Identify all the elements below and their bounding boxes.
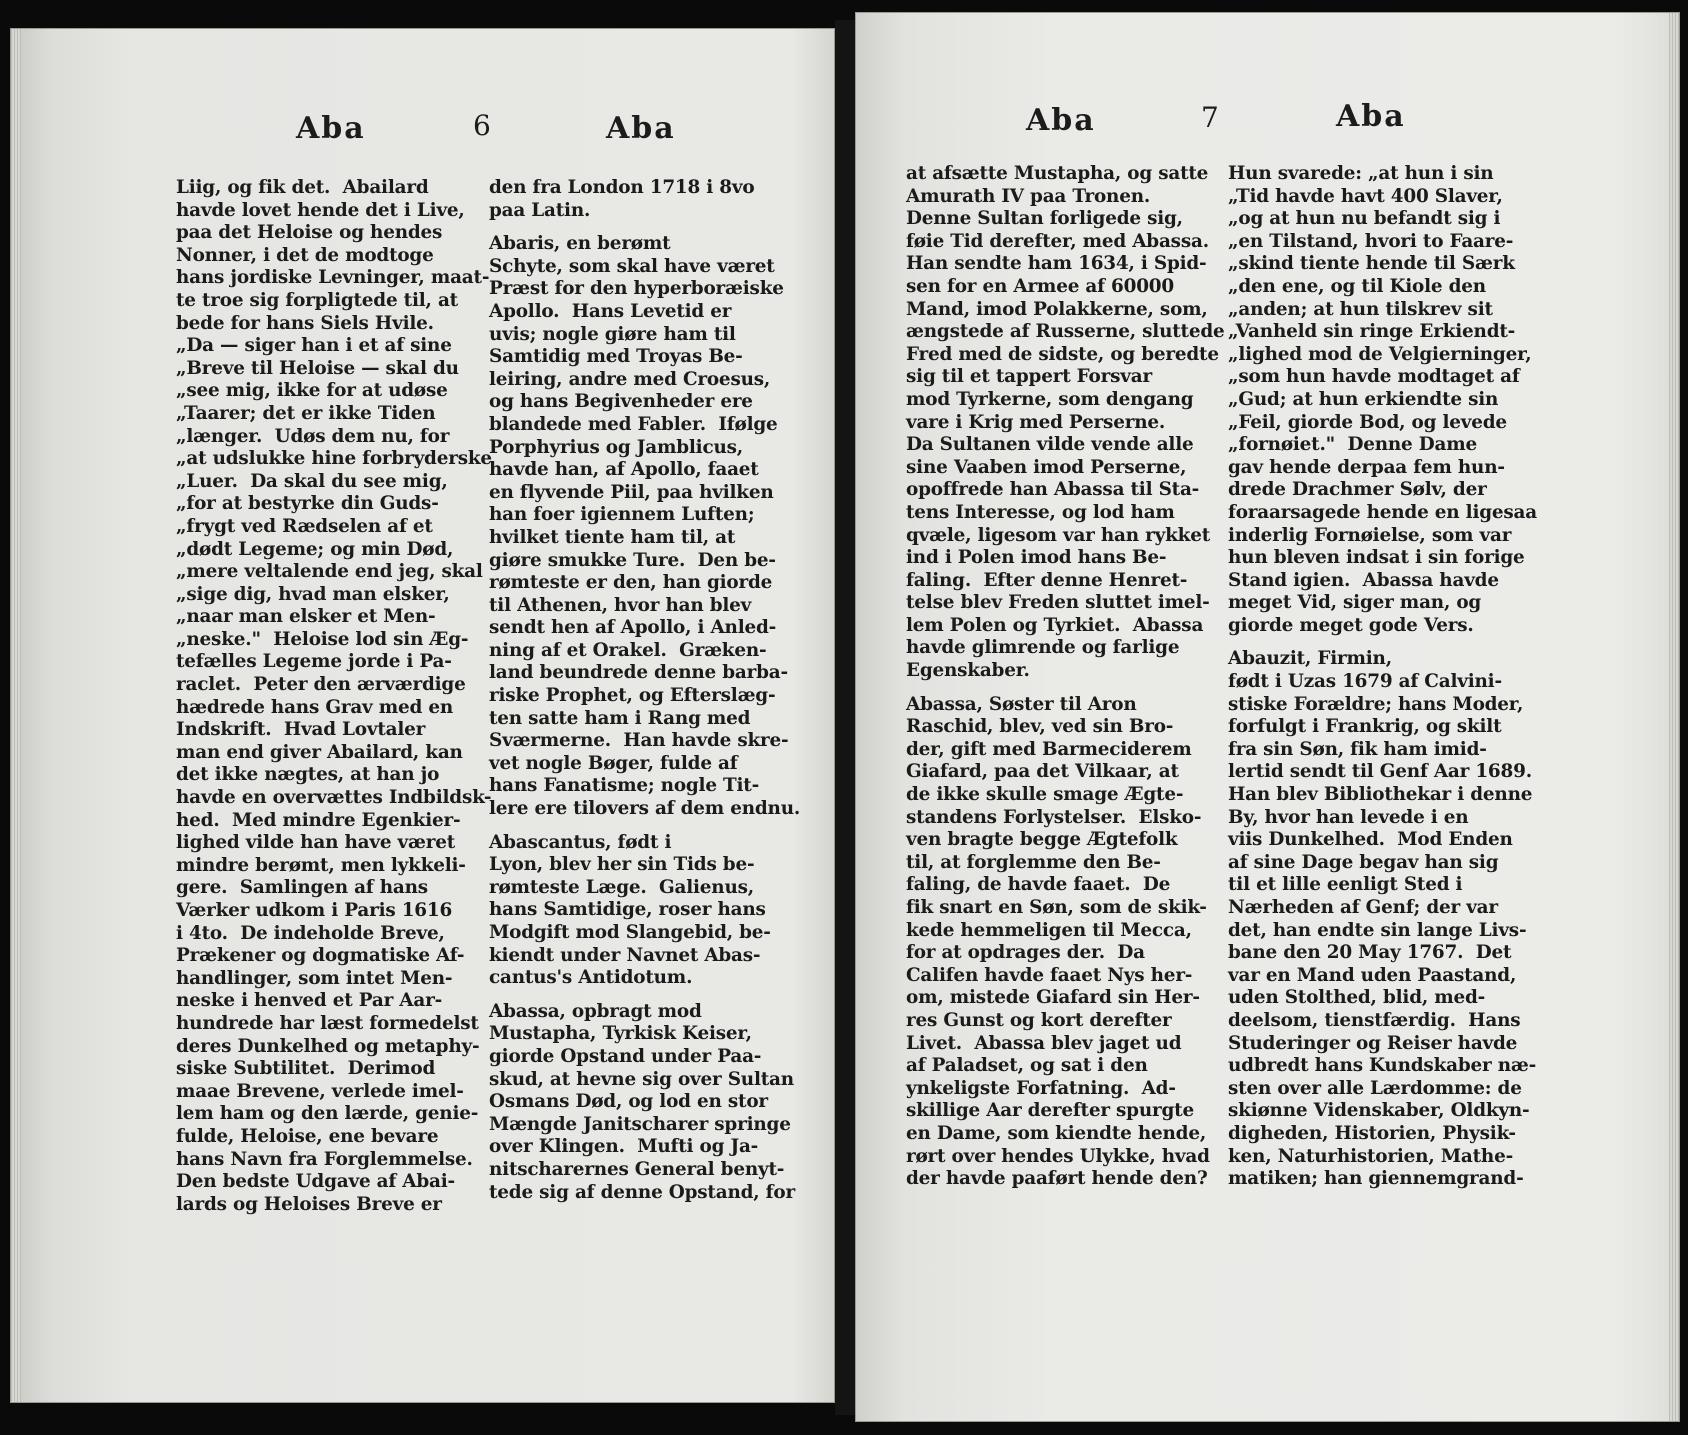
text-line: leiring, andre med Croesus,	[489, 368, 771, 390]
text-line: Præst for den hyperboræiske	[489, 278, 784, 300]
text-line: og hans Begivenheder ere	[489, 391, 753, 413]
text-line: Schyte, som skal have været	[489, 255, 775, 277]
text-line: at afsætte Mustapha, og satte	[906, 163, 1209, 184]
text-line	[1228, 637, 1537, 648]
text-line: hvilket tiente ham til, at	[489, 526, 736, 548]
right-page-column-2	[1228, 163, 1537, 1191]
text-line: deres Dunkelhed og metaphy-	[176, 1035, 480, 1057]
text-line: Fred med de sidste, og beredte	[906, 343, 1219, 365]
text-line: nitscharernes General benyt-	[489, 1158, 785, 1180]
text-line: res Gunst og kort derefter	[906, 1009, 1172, 1031]
text-line: Abassa, Søster til Aron	[906, 693, 1137, 715]
left-page-edge	[11, 29, 21, 1402]
text-line: skiønne Videnskaber, Oldkyn-	[1228, 1100, 1530, 1122]
text-line: Prækener og dogmatiske Af-	[176, 945, 465, 967]
text-line: Liig, og fik det. Abailard	[176, 177, 429, 198]
text-line: „lighed mod de Velgierninger,	[1228, 343, 1532, 365]
text-line: udbredt hans Kundskaber næ-	[1228, 1055, 1537, 1077]
left-page	[10, 28, 835, 1403]
text-line: Abaris, en berømt	[489, 233, 671, 255]
text-line: de ikke skulle smage Ægte-	[906, 784, 1184, 806]
text-line: til Athenen, hvor han blev	[489, 594, 752, 616]
text-line: Livet. Abassa blev jaget ud	[906, 1032, 1182, 1054]
right-page-edge	[1669, 13, 1679, 1421]
text-line: Abassa, opbragt mod	[489, 1000, 702, 1022]
text-line: gere. Samlingen af hans	[176, 877, 428, 899]
text-line: havde en overvættes Indbildsk-	[176, 787, 492, 809]
text-line: over Klingen. Mufti og Ja-	[489, 1136, 759, 1158]
text-line: Sværmerne. Han havde skre-	[489, 730, 789, 752]
text-line: rømteste Læge. Galienus,	[489, 876, 754, 898]
text-line: sine Vaaben imod Perserne,	[906, 456, 1187, 478]
text-line: „naar man elsker et Men-	[176, 606, 436, 628]
text-line: „see mig, ikke for at udøse	[176, 380, 448, 402]
text-line: „at udslukke hine forbryderske	[176, 448, 492, 470]
text-line: blandede med Fabler. Ifølge	[489, 413, 778, 435]
text-line: ning af et Orakel. Græken-	[489, 639, 767, 661]
text-line: Apollo. Hans Levetid er	[489, 300, 732, 322]
text-line: Porphyrius og Jamblicus,	[489, 436, 743, 458]
text-line: mindre berømt, men lykkeli-	[176, 854, 466, 876]
text-line: forfulgt i Frankrig, og skilt	[1228, 716, 1502, 738]
text-line: Abauzit, Firmin,	[1228, 648, 1392, 670]
left-header-right: Aba	[606, 111, 676, 146]
text-line: for at opdrages der. Da	[906, 942, 1145, 964]
text-line: handlinger, som intet Men-	[176, 967, 453, 989]
text-line: „den ene, og til Kiole den	[1228, 275, 1486, 297]
text-line: „for at bestyrke din Guds-	[176, 493, 439, 515]
text-line: havde glimrende og farlige	[906, 637, 1180, 659]
text-line: „frygt ved Rædselen af et	[176, 515, 433, 537]
text-line: digheden, Historien, Physik-	[1228, 1122, 1516, 1144]
text-line: til, at forglemme den Be-	[906, 851, 1161, 873]
text-line	[489, 222, 800, 233]
text-line: „dødt Legeme; og min Død,	[176, 538, 454, 560]
text-line: man end giver Abailard, kan	[176, 741, 463, 763]
text-line: Lyon, blev her sin Tids be-	[489, 854, 755, 876]
text-line: „og at hun nu befandt sig i	[1228, 208, 1501, 230]
text-line: det, han endte sin lange Livs-	[1228, 919, 1527, 941]
text-line: fra sin Søn, fik ham imid-	[1228, 738, 1487, 760]
text-line: fulde, Heloise, ene bevare	[176, 1125, 439, 1147]
right-page	[855, 12, 1680, 1422]
text-line: Den bedste Udgave af Abai-	[176, 1171, 455, 1193]
text-line: af sine Dage begav han sig	[1228, 851, 1499, 873]
text-line: det ikke nægtes, at han jo	[176, 764, 440, 786]
text-line: inderlig Fornøielse, som var	[1228, 524, 1512, 546]
text-line: te troe sig forpligtede til, at	[176, 289, 458, 311]
text-line: havde lovet hende det i Live,	[176, 199, 465, 221]
right-header-right: Aba	[1336, 99, 1406, 134]
text-line: „fornøiet." Denne Dame	[1228, 434, 1477, 456]
left-page-column-1	[176, 177, 492, 1216]
text-line: fik snart en Søn, som de skik-	[906, 897, 1207, 918]
text-line: hans jordiske Levninger, maat-	[176, 267, 490, 289]
text-line: Samtidig med Troyas Be-	[489, 346, 743, 368]
text-line: meget Vid, siger man, og	[1228, 592, 1482, 614]
text-line: lere ere tilovers af dem endnu.	[489, 798, 801, 820]
text-line: opoffrede han Abassa til Sta-	[906, 479, 1200, 501]
left-page-number: 6	[473, 109, 491, 142]
text-line: faling, de havde faaet. De	[906, 874, 1171, 896]
text-line: føie Tid derefter, med Abassa.	[906, 230, 1209, 252]
text-line: Raschid, blev, ved sin Bro-	[906, 716, 1174, 738]
text-line: ind i Polen imod hans Be-	[906, 547, 1167, 569]
text-line: født i Uzas 1679 af Calvini-	[1228, 671, 1502, 693]
text-line	[489, 990, 800, 1001]
text-line: ten satte ham i Rang med	[489, 707, 751, 729]
right-page-number: 7	[1201, 101, 1219, 134]
text-line: hed. Med mindre Egenkier-	[176, 809, 461, 831]
text-line: lertid sendt til Genf Aar 1689.	[1228, 761, 1532, 783]
left-page-column-2	[489, 177, 800, 1204]
text-line: telse blev Freden sluttet imel-	[906, 592, 1210, 614]
text-line: qvæle, ligesom var han rykket	[906, 524, 1210, 546]
text-line: „Da — siger han i et af sine	[176, 335, 452, 357]
text-line: tens Interesse, og lod ham	[906, 501, 1175, 523]
text-line: paa det Heloise og hendes	[176, 222, 443, 244]
text-line: lem Polen og Tyrkiet. Abassa	[906, 614, 1204, 636]
text-line: Califen havde faaet Nys her-	[906, 964, 1193, 986]
text-line: hans Navn fra Forglemmelse.	[176, 1148, 473, 1170]
text-line: gav hende derpaa fem hun-	[1228, 456, 1505, 478]
text-line: Nonner, i det de modtoge	[176, 244, 434, 266]
text-line: rørt over hendes Ulykke, hvad	[906, 1145, 1210, 1167]
text-line: giorde meget gode Vers.	[1228, 614, 1474, 636]
text-line: Modgift mod Slangebid, be-	[489, 922, 771, 943]
text-line: matiken; han giennemgrand-	[1228, 1168, 1524, 1190]
text-line: hundrede har læst formedelst	[176, 1012, 479, 1034]
text-line: en Dame, som kiendte hende,	[906, 1122, 1207, 1144]
text-line: „Vanheld sin ringe Erkiendt-	[1228, 321, 1516, 343]
text-line: sen for en Armee af 60000	[906, 275, 1175, 297]
text-line: af Paladset, og sat i den	[906, 1055, 1148, 1077]
text-line: Værker udkom i Paris 1616	[176, 900, 453, 921]
text-line: „skind tiente hende til Særk	[1228, 253, 1515, 275]
text-line: ynkeligste Forfatning. Ad-	[906, 1077, 1176, 1099]
text-line: „Feil, giorde Bod, og levede	[1228, 411, 1507, 433]
text-line: kede hemmeligen til Mecca,	[906, 919, 1192, 941]
text-line: Han blev Bibliothekar i denne	[1228, 784, 1533, 806]
text-line: hædrede hans Grav med en	[176, 696, 454, 718]
text-line	[489, 821, 800, 832]
text-line: i 4to. De indeholde Breve,	[176, 922, 445, 944]
text-line: giøre smukke Ture. Den be-	[489, 549, 776, 571]
text-line: Da Sultanen vilde vende alle	[906, 434, 1194, 456]
text-line: ken, Naturhistorien, Mathe-	[1228, 1145, 1513, 1167]
text-line: kiendt under Navnet Abas-	[489, 944, 761, 966]
text-line: tefælles Legeme jorde i Pa-	[176, 651, 452, 673]
text-line: deelsom, tienstfærdig. Hans	[1228, 1009, 1521, 1031]
text-line: standens Forlystelser. Elsko-	[906, 806, 1202, 828]
text-line: bane den 20 May 1767. Det	[1228, 942, 1512, 964]
text-line: vet nogle Bøger, fulde af	[489, 752, 738, 774]
text-line: ængstede af Russerne, sluttede	[906, 321, 1225, 343]
text-line: sig til et tappert Forsvar	[906, 366, 1152, 388]
text-line: den fra London 1718 i 8vo	[489, 177, 755, 198]
text-line: Hun svarede: „at hun i sin	[1228, 163, 1494, 184]
text-line: Han sendte ham 1634, i Spid-	[906, 253, 1207, 275]
text-line: paa Latin.	[489, 199, 591, 221]
text-line: Giafard, paa det Vilkaar, at	[906, 761, 1179, 783]
text-line: raclet. Peter den ærværdige	[176, 674, 466, 696]
text-line: Denne Sultan forligede sig,	[906, 208, 1183, 230]
text-line: foraarsagede hende en ligesaa	[1228, 501, 1537, 523]
text-line: Nærheden af Genf; der var	[1228, 897, 1498, 918]
text-line: „længer. Udøs dem nu, for	[176, 425, 450, 447]
binding-gutter	[835, 20, 855, 1415]
text-line: var en Mand uden Paastand,	[1228, 964, 1517, 986]
text-line: „Taarer; det er ikke Tiden	[176, 402, 436, 424]
text-line: uden Stolthed, blid, med-	[1228, 987, 1486, 1009]
text-line: „Gud; at hun erkiendte sin	[1228, 388, 1499, 410]
text-line: hans Fanatisme; nogle Tit-	[489, 775, 760, 797]
text-line: By, hvor han levede i en	[1228, 806, 1469, 828]
text-line: neske i henved et Par Aar-	[176, 990, 442, 1012]
text-line: „sige dig, hvad man elsker,	[176, 583, 450, 605]
text-line: sendt hen af Apollo, i Anled-	[489, 617, 777, 639]
text-line: lards og Heloises Breve er	[176, 1193, 442, 1215]
text-line: skud, at hevne sig over Sultan	[489, 1068, 794, 1090]
text-line: bede for hans Siels Hvile.	[176, 312, 434, 334]
text-line: der havde paaført hende den?	[906, 1168, 1208, 1190]
text-line: lem ham og den lærde, genie-	[176, 1103, 479, 1125]
text-line: der, gift med Barmeciderem	[906, 738, 1192, 760]
text-line: Mustapha, Tyrkisk Keiser,	[489, 1023, 752, 1045]
text-line: mod Tyrkerne, som dengang	[906, 388, 1194, 410]
text-line: Osmans Død, og lod en stor	[489, 1091, 768, 1113]
text-line: Mængde Janitscharer springe	[489, 1113, 791, 1135]
text-line: giorde Opstand under Paa-	[489, 1045, 762, 1067]
text-line: uvis; nogle giøre ham til	[489, 323, 736, 345]
text-line: „Tid havde havt 400 Slaver,	[1228, 185, 1503, 207]
text-line: cantus's Antidotum.	[489, 967, 693, 989]
text-line: om, mistede Giafard sin Her-	[906, 987, 1200, 1009]
right-page-column-1	[906, 163, 1225, 1191]
text-line: „mere veltalende end jeg, skal	[176, 561, 483, 583]
text-line: riske Prophet, og Efterslæg-	[489, 685, 776, 707]
text-line: rømteste er den, han giorde	[489, 572, 773, 594]
text-line: „en Tilstand, hvori to Faare-	[1228, 230, 1514, 252]
text-line: ven bragte begge Ægtefolk	[906, 829, 1178, 851]
text-line: Stand igien. Abassa havde	[1228, 569, 1499, 591]
text-line: en flyvende Piil, paa hvilken	[489, 481, 774, 503]
text-line: Abascantus, født i	[489, 831, 672, 853]
text-line: „anden; at hun tilskrev sit	[1228, 298, 1493, 320]
left-header-left: Aba	[296, 111, 366, 146]
text-line: skillige Aar derefter spurgte	[906, 1100, 1194, 1122]
text-line: hun bleven indsat i sin forige	[1228, 547, 1525, 569]
text-line: „Luer. Da skal du see mig,	[176, 470, 448, 492]
text-line: tede sig af denne Opstand, for	[489, 1181, 795, 1203]
text-line: „neske." Heloise lod sin Æg-	[176, 628, 469, 650]
text-line: viis Dunkelhed. Mod Enden	[1228, 829, 1513, 851]
text-line: Amurath IV paa Tronen.	[906, 185, 1151, 207]
text-line: „Breve til Heloise — skal du	[176, 357, 459, 379]
text-line: „som hun havde modtaget af	[1228, 366, 1520, 388]
text-line: siske Subtilitet. Derimod	[176, 1058, 436, 1080]
text-line: Mand, imod Polakkerne, som,	[906, 298, 1208, 320]
text-line: til et lille eenligt Sted i	[1228, 874, 1463, 896]
text-line: maae Brevene, verlede imel-	[176, 1080, 464, 1102]
text-line	[906, 683, 1225, 694]
right-header-left: Aba	[1026, 103, 1096, 138]
text-line: han foer igiennem Luften;	[489, 504, 755, 526]
text-line: sten over alle Lærdomme: de	[1228, 1077, 1522, 1099]
text-line: Indskrift. Hvad Lovtaler	[176, 719, 426, 741]
text-line: faling. Efter denne Henret-	[906, 569, 1188, 591]
text-line: Egenskaber.	[906, 660, 1030, 682]
text-line: Studeringer og Reiser havde	[1228, 1032, 1518, 1054]
text-line: vare i Krig med Perserne.	[906, 411, 1166, 433]
text-line: land beundrede denne barba-	[489, 662, 788, 684]
text-line: hans Samtidige, roser hans	[489, 899, 766, 921]
text-line: stiske Forældre; hans Moder,	[1228, 693, 1524, 715]
text-line: lighed vilde han have været	[176, 832, 456, 854]
text-line: drede Drachmer Sølv, der	[1228, 479, 1487, 501]
text-line: havde han, af Apollo, faaet	[489, 459, 759, 481]
